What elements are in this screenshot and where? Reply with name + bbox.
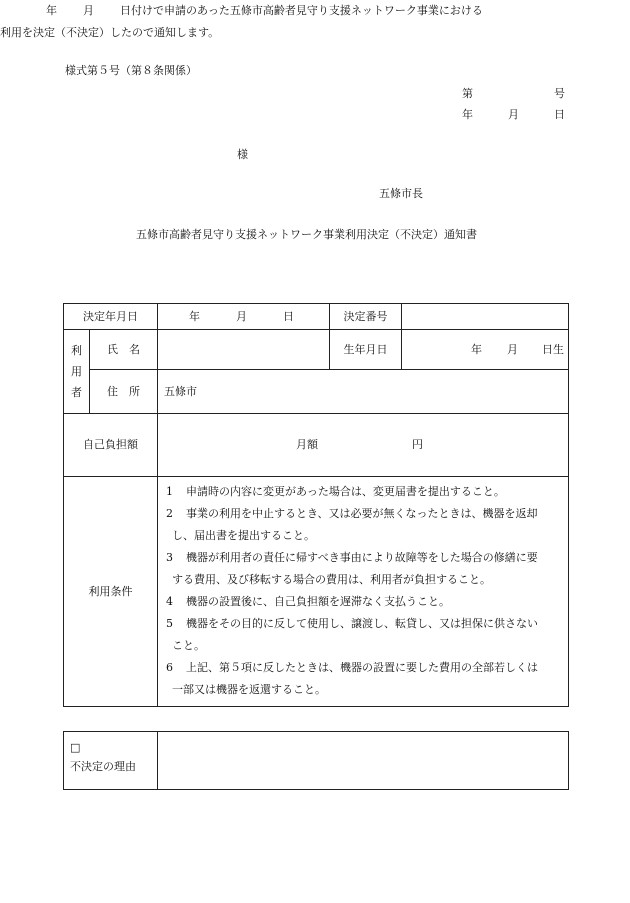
condition-item-continuation: 一部又は機器を返還すること。: [172, 683, 326, 696]
reason-label-cell: [64, 732, 158, 790]
intro-month: 月: [83, 4, 94, 17]
document-number-suffix: 号: [554, 87, 565, 100]
birth-month: 月: [507, 342, 518, 356]
birth-day: 日生: [542, 342, 564, 356]
notification-table: [63, 303, 569, 707]
condition-item: 3 機器が利用者の責任に帰すべき事由により故障等をした場合の修繕に要: [166, 551, 538, 564]
issuer-name: 五條市長: [379, 187, 423, 200]
intro-text-line1: 日付けで申請のあった五條市高齢者見守り支援ネットワーク事業における: [120, 4, 483, 17]
document-number-prefix: 第: [462, 87, 473, 100]
addressee-honorific: 様: [237, 148, 248, 161]
non-decision-reason-table: [63, 731, 569, 790]
intro-year: 年: [46, 4, 57, 17]
reason-cell[interactable]: [158, 732, 569, 790]
decision-number-label: 決定番号: [330, 304, 402, 330]
issue-date-year: 年: [462, 108, 473, 121]
birthdate-cell[interactable]: [402, 330, 569, 370]
decision-number-cell[interactable]: [402, 304, 569, 330]
copay-label: 自己負担額: [64, 414, 158, 477]
issue-date-day: 日: [554, 108, 565, 121]
intro-paragraph: [0, 0, 506, 44]
issue-date-month: 月: [508, 108, 519, 121]
reason-label: 不決定の理由: [70, 760, 136, 773]
decision-date-month: 月: [236, 309, 247, 323]
birth-year: 年: [471, 342, 482, 356]
conditions-list: [158, 477, 569, 707]
copay-monthly-label: 月額: [296, 438, 318, 452]
decision-date-label: 決定年月日: [64, 304, 158, 330]
decision-date-year: 年: [189, 309, 200, 323]
condition-item-continuation: し、届出書を提出すること。: [172, 529, 315, 542]
condition-item-continuation: する費用、及び移転する場合の費用は、利用者が負担すること。: [172, 573, 491, 586]
address-cell[interactable]: 五條市: [158, 370, 569, 414]
condition-item: 6 上記、第５項に反したときは、機器の設置に要した費用の全部若しくは: [166, 661, 538, 674]
address-label: 住 所: [90, 370, 158, 414]
document-title: 五條市高齢者見守り支援ネットワーク事業利用決定（不決定）通知書: [136, 228, 477, 241]
name-label: 氏 名: [90, 330, 158, 370]
copay-yen-label: 円: [412, 438, 423, 452]
condition-item: 4 機器の設置後に、自己負担額を遅滞なく支払うこと。: [166, 595, 450, 608]
form-number: 様式第５号（第８条関係）: [65, 64, 197, 77]
condition-item-continuation: こと。: [172, 639, 205, 652]
conditions-label: 利用条件: [64, 477, 158, 707]
condition-item: 2 事業の利用を中止するとき、又は必要が無くなったときは、機器を返却: [166, 507, 538, 520]
intro-text-line2: 利用を決定（不決定）したので通知します。: [0, 26, 220, 39]
name-cell[interactable]: [158, 330, 330, 370]
decision-date-day: 日: [283, 309, 294, 323]
condition-item: 5 機器をその目的に反して使用し、譲渡し、転貸し、又は担保に供さない: [166, 617, 538, 630]
reason-checkbox[interactable]: □: [70, 741, 81, 754]
copay-cell[interactable]: [158, 414, 569, 477]
user-label: 利 用 者: [64, 330, 90, 414]
condition-item: 1 申請時の内容に変更があった場合は、変更届書を提出すること。: [166, 485, 505, 498]
decision-date-cell[interactable]: [158, 304, 330, 330]
birthdate-label: 生年月日: [330, 330, 402, 370]
